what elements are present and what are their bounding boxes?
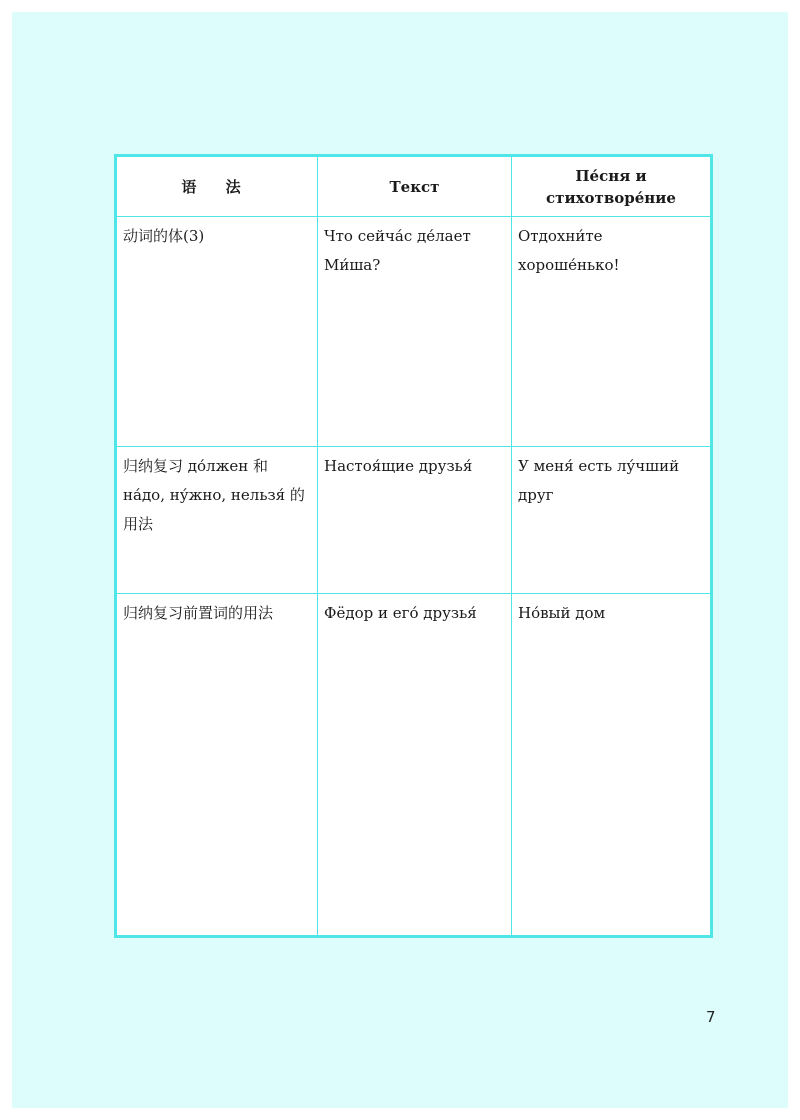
text-cell-text: Настоя́щие друзья́: [324, 457, 473, 475]
text-cell: [318, 447, 512, 594]
song-poem-cell-text: Отдохни́те хороше́нько!: [518, 227, 620, 274]
grammar-cell: [116, 447, 318, 594]
lesson-table: [114, 154, 713, 938]
grammar-cell-text: 归纳复习 до́лжен 和 на́до, ну́жно, нельзя́ 的用法: [123, 457, 305, 533]
header-grammar: 语 法: [116, 156, 318, 217]
grammar-cell-text: 归纳复习前置词的用法: [123, 604, 274, 622]
song-poem-cell-text: Но́вый дом: [518, 604, 606, 622]
grammar-cell: [116, 594, 318, 937]
song-poem-cell: [512, 447, 712, 594]
text-cell-text: Что сейча́с де́лает Ми́ша?: [324, 227, 471, 274]
grammar-cell-text: 动词的体(3): [123, 227, 205, 245]
header-text: Текст: [318, 156, 512, 217]
song-poem-cell-text: У меня́ есть лу́чший друг: [518, 457, 680, 504]
table-header-row: [116, 156, 712, 217]
song-poem-cell: [512, 594, 712, 937]
grammar-cell: [116, 217, 318, 447]
table-row: [116, 594, 712, 937]
text-cell: [318, 217, 512, 447]
page-number: 7: [706, 1008, 716, 1026]
text-cell-text: Фёдор и его́ друзья́: [324, 604, 477, 622]
song-poem-cell: [512, 217, 712, 447]
table-row: [116, 217, 712, 447]
page: [12, 12, 788, 1108]
table-row: [116, 447, 712, 594]
header-song-poem: Пе́сня и стихотворе́ние: [512, 156, 712, 217]
text-cell: [318, 594, 512, 937]
